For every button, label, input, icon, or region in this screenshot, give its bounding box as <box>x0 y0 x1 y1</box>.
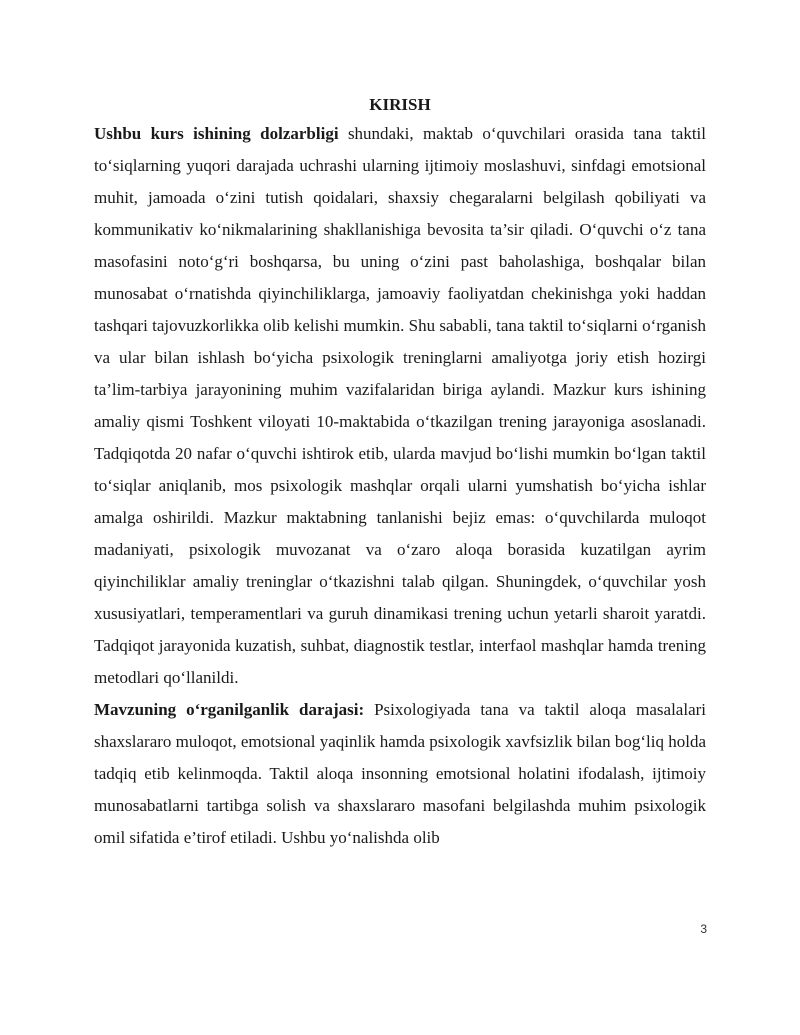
paragraph-text: Psixologiyada tana va taktil aloqa masalalari shaxslararo muloqot, emotsional yaqinlik hamda psixologik xavfsizlik bilan bog‘liq holda tadqiq etib kelinmoqda. Taktil aloqa insonning emotsional holatini ifodalash, ijtimoiy munosabatlarni tartibga solish va shaxslararo masofani belgilashda muhim psixologik omil sifatida e’tirof etiladi. Ushbu yo‘nalishda olib <box>94 700 706 847</box>
paragraph-lead: Mavzuning o‘rganilganlik darajasi: <box>94 700 365 719</box>
page-number: 3 <box>700 922 707 936</box>
body-text <box>94 118 706 854</box>
section-heading: KIRISH <box>369 95 431 114</box>
paragraph-lead: Ushbu kurs ishining dolzarbligi <box>94 124 339 143</box>
paragraph-study-level <box>94 694 706 854</box>
paragraph-text: shundaki, maktab o‘quvchilari orasida tana taktil to‘siqlarning yuqori darajada uchrashi ularning ijtimoiy moslashuvi, sinfdagi emotsional muhit, jamoada o‘zini tutish qoidalari, shaxsiy chegaralarni belgilash qobiliyati va kommunikativ ko‘nikmalarining shakllanishiga bevosita ta’sir qiladi. O‘quvchi o‘z tana masofasini noto‘g‘ri boshqarsa, bu uning o‘zini past baholashiga, boshqalar bilan munosabat o‘rnatishda qiyinchiliklarga, jamoaviy faoliyatdan chekinishga yoki haddan tashqari tajovuzkorlikka olib kelishi mumkin. Shu sababli, tana taktil to‘siqlarni o‘rganish va ular bilan ishlash bo‘yicha psixologik treninglarni amaliyotga joriy etish hozirgi ta’lim-tarbiya jarayonining muhim vazifalaridan biriga aylandi. Mazkur kurs ishining amaliy qismi Toshkent viloyati 10-maktabida o‘tkazilgan trening jarayoniga asoslanadi. Tadqiqotda 20 nafar o‘quvchi ishtirok etib, ularda mavjud bo‘lishi mumkin bo‘lgan taktil to‘siqlar aniqlanib, mos psixologik mashqlar orqali ularni yumshatish bo‘yicha ishlar amalga oshirildi. Mazkur maktabning tanlanishi bejiz emas: o‘quvchilarda muloqot madaniyati, psixologik muvozanat va o‘zaro aloqa borasida kuzatilgan ayrim qiyinchiliklar amaliy treninglar o‘tkazishni talab qilgan. Shuningdek, o‘quvchilar yosh xususiyatlari, temperamentlari va guruh dinamikasi trening uchun yetarli sharoit yaratdi. Tadqiqot jarayonida kuzatish, suhbat, diagnostik testlar, interfaol mashqlar hamda trening metodlari qo‘llanildi. <box>94 124 706 687</box>
paragraph-relevance <box>94 118 706 694</box>
